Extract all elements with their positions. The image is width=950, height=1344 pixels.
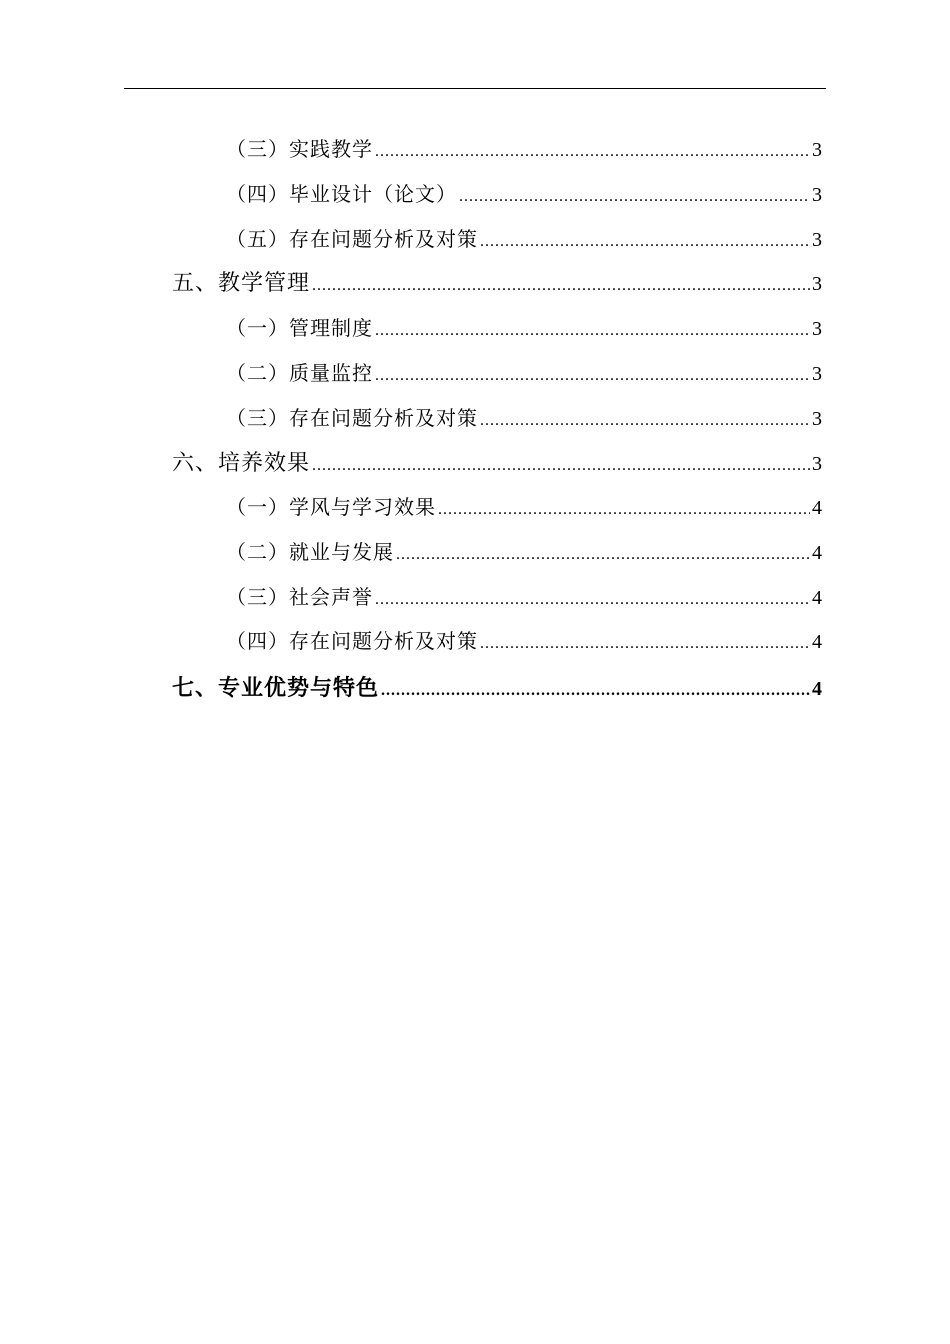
toc-page-number: 3 xyxy=(812,273,822,295)
toc-leader-dots xyxy=(312,457,810,475)
toc-leader-dots xyxy=(375,367,810,385)
toc-page-number: 3 xyxy=(812,453,822,475)
toc-entry-label: （三）实践教学 xyxy=(226,137,373,161)
toc-page-number: 3 xyxy=(812,408,822,430)
toc-entry-label: （一）管理制度 xyxy=(226,316,373,340)
toc-page-number: 3 xyxy=(812,363,822,385)
toc-leader-dots xyxy=(375,143,810,161)
toc-page-number: 4 xyxy=(812,678,822,700)
toc-entry[interactable] xyxy=(226,581,822,611)
toc-leader-dots xyxy=(396,546,810,564)
toc-entry-label: （三）存在问题分析及对策 xyxy=(226,406,478,430)
toc-leader-dots xyxy=(480,412,810,430)
toc-entry[interactable] xyxy=(226,536,822,566)
toc-leader-dots xyxy=(480,233,810,251)
toc-entry-label: （一）学风与学习效果 xyxy=(226,495,436,519)
toc-entry[interactable] xyxy=(226,223,822,253)
toc-leader-dots xyxy=(375,322,810,340)
toc-page-number: 3 xyxy=(812,139,822,161)
toc-entry[interactable] xyxy=(226,491,822,521)
toc-page-number: 3 xyxy=(812,229,822,251)
toc-entry-label: （五）存在问题分析及对策 xyxy=(226,227,478,251)
toc-leader-dots xyxy=(459,188,810,206)
toc-entry[interactable] xyxy=(226,357,822,387)
toc-entry[interactable] xyxy=(172,266,822,296)
toc-leader-dots xyxy=(375,591,810,609)
toc-entry[interactable] xyxy=(172,671,822,701)
toc-entry-label: 七、专业优势与特色 xyxy=(172,676,380,701)
toc-page-number: 4 xyxy=(812,587,822,609)
toc-leader-dots xyxy=(312,277,810,295)
toc-page-number: 3 xyxy=(812,184,822,206)
toc-page-number: 4 xyxy=(812,497,822,519)
toc-entry-label: （二）质量监控 xyxy=(226,361,373,385)
header-rule xyxy=(124,88,826,89)
toc-entry-label: 五、教学管理 xyxy=(172,271,311,296)
toc-leader-dots xyxy=(381,682,810,700)
toc-page-number: 4 xyxy=(812,631,822,653)
toc-entry-label: （二）就业与发展 xyxy=(226,540,394,564)
toc-entry[interactable] xyxy=(226,312,822,342)
toc-entry-label: 六、培养效果 xyxy=(172,451,311,476)
toc-entry[interactable] xyxy=(226,178,822,208)
toc-entry[interactable] xyxy=(226,133,822,163)
toc-entry-label: （四）毕业设计（论文） xyxy=(226,182,457,206)
toc-leader-dots xyxy=(438,501,810,519)
toc-entry[interactable] xyxy=(226,402,822,432)
toc-page-number: 4 xyxy=(812,542,822,564)
toc-leader-dots xyxy=(480,635,810,653)
toc-page-number: 3 xyxy=(812,318,822,340)
toc-entry[interactable] xyxy=(172,446,822,476)
toc-entry[interactable] xyxy=(226,625,822,655)
toc-entry-label: （三）社会声誉 xyxy=(226,585,373,609)
toc-entry-label: （四）存在问题分析及对策 xyxy=(226,629,478,653)
